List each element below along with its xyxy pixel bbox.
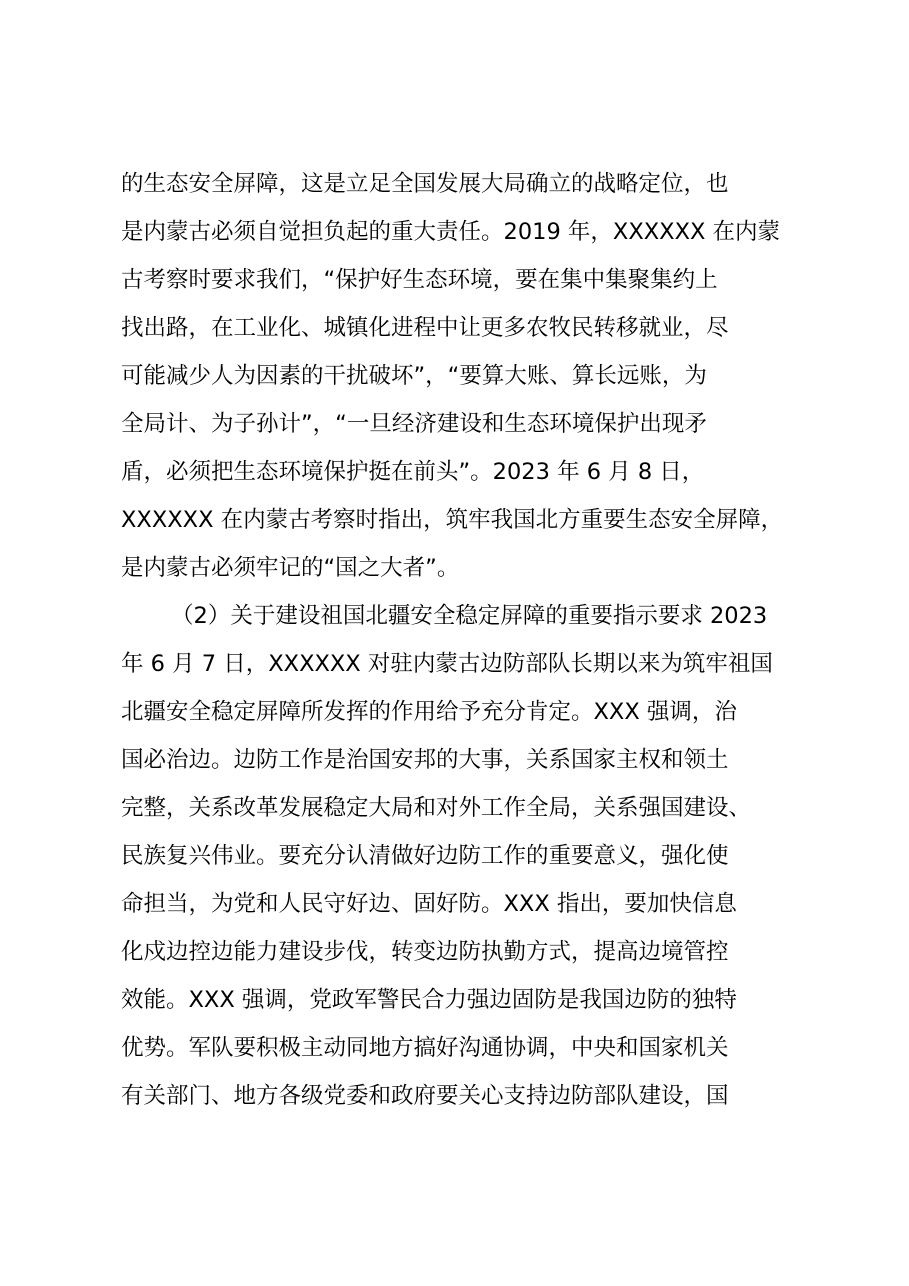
text-line: 是内蒙古必须牢记的“国之大者”。 <box>121 555 460 581</box>
text-line: 命担当，为党和人民守好边、固好防。XXX 指出，要加快信息 <box>121 891 737 917</box>
text-line: 古考察时要求我们，“保护好生态环境，要在集中集聚集约上 <box>121 267 718 293</box>
text-line: 民族复兴伟业。要充分认清做好边防工作的重要意义，强化使 <box>121 843 729 869</box>
text-line: 的生态安全屏障，这是立足全国发展大局确立的战略定位，也 <box>121 171 729 197</box>
text-line: （2）关于建设祖国北疆安全稳定屏障的重要指示要求 2023 <box>171 603 768 629</box>
text-line: 有关部门、地方各级党委和政府要关心支持边防部队建设，国 <box>121 1083 729 1109</box>
text-line: 效能。XXX 强调，党政军警民合力强边固防是我国边防的独特 <box>121 987 737 1013</box>
document-body <box>121 160 801 1120</box>
text-line: 全局计、为子孙计”，“一旦经济建设和生态环境保护出现矛 <box>121 411 707 437</box>
text-line: 可能减少人为因素的干扰破坏”，“要算大账、算长远账，为 <box>121 363 707 389</box>
paragraph-1 <box>121 160 801 592</box>
text-line: 北疆安全稳定屏障所发挥的作用给予充分肯定。XXX 强调，治 <box>121 699 737 725</box>
text-line: 找出路，在工业化、城镇化进程中让更多农牧民转移就业，尽 <box>121 315 729 341</box>
text-line: 是内蒙古必须自觉担负起的重大责任。2019 年，XXXXXX 在内蒙 <box>121 219 781 245</box>
text-line: XXXXXX 在内蒙古考察时指出，筑牢我国北方重要生态安全屏障， <box>121 507 784 533</box>
text-line: 年 6 月 7 日，XXXXXX 对驻内蒙古边防部队长期以来为筑牢祖国 <box>121 651 773 677</box>
text-line: 国必治边。边防工作是治国安邦的大事，关系国家主权和领土 <box>121 747 729 773</box>
text-line: 优势。军队要积极主动同地方搞好沟通协调，中央和国家机关 <box>121 1035 729 1061</box>
text-line: 盾，必须把生态环境保护挺在前头”。2023 年 6 月 8 日， <box>121 459 705 485</box>
paragraph-2 <box>121 592 801 1120</box>
text-line: 化戍边控边能力建设步伐，转变边防执勤方式，提高边境管控 <box>121 939 729 965</box>
text-line: 完整，关系改革发展稳定大局和对外工作全局，关系强国建设、 <box>121 795 752 821</box>
